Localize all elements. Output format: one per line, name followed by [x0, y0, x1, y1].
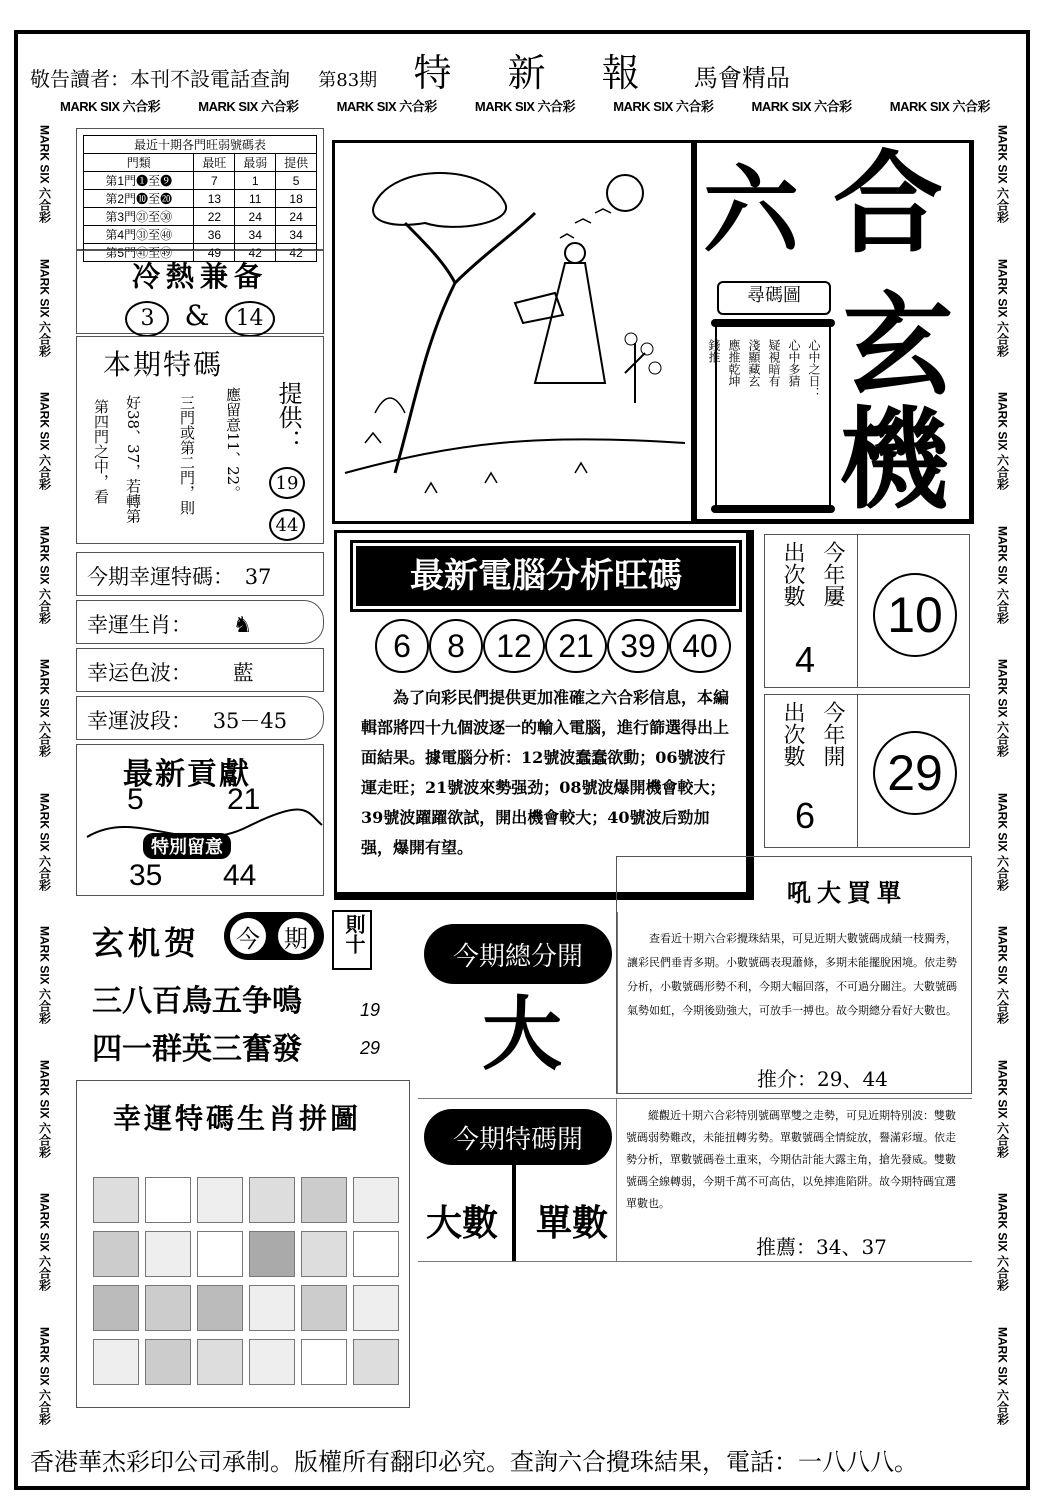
stats-count: 4 — [795, 639, 816, 680]
table-cell: 18 — [276, 190, 317, 208]
header-title: 特 新 報 — [413, 51, 662, 95]
puzzle-piece[interactable] — [353, 1177, 399, 1223]
table-header-row — [84, 154, 317, 172]
sage-illustration — [335, 143, 691, 521]
mark-six-label: MARK SIX 六合彩 — [995, 792, 1010, 891]
mark-six-label: MARK SIX 六合彩 — [995, 926, 1010, 1025]
liuhe-char: 機 — [839, 395, 949, 524]
puzzle-piece[interactable] — [145, 1285, 191, 1331]
mark-six-label: MARK SIX 六合彩 — [995, 1059, 1010, 1158]
contrib-title: 最新貢獻 — [123, 757, 251, 792]
mark-six-label: MARK SIX 六合彩 — [37, 1193, 52, 1292]
computer-number: 40 — [669, 619, 731, 673]
cold-hot-title: 冷熱兼备 — [131, 260, 268, 293]
special-number: 19 — [269, 467, 305, 499]
special-code-box — [76, 336, 324, 544]
ampersand: & — [184, 299, 210, 332]
table-cell: 1 — [235, 172, 276, 190]
mark-six-label: MARK SIX 六合彩 — [995, 1193, 1010, 1292]
contrib-note: 特別留意 — [143, 833, 231, 859]
lucky-code-value: 37 — [244, 565, 272, 589]
puzzle-piece[interactable] — [249, 1231, 295, 1277]
special-open-text: 縱觀近十期六合彩特別號碼單雙之走勢，可見近期特別波：雙數號碼弱勢難改，未能扭轉劣勢。單數號碼全情綻放，譽滿彩壇。依走勢分析，單數號碼卷土重來，今期估計能大露主角，搶先發威。雙數號碼全線轉弱，今期千萬不可高估，以免摔進陷阱。故今期特碼宜選單數也。 — [626, 1109, 956, 1210]
lucky-zodiac-box — [76, 600, 324, 644]
stats-label: 今年開 — [820, 701, 845, 767]
big-buy-recommend: 推介：29、44 — [757, 1067, 888, 1091]
mark-six-label: MARK SIX 六合彩 — [336, 99, 437, 114]
stats-count: 6 — [795, 795, 816, 836]
mark-six-label: MARK SIX 六合彩 — [995, 258, 1010, 357]
lucky-range-value: 35－45 — [212, 709, 288, 733]
table-cell: 11 — [235, 190, 276, 208]
table-cell: 13 — [194, 190, 235, 208]
contrib-number: 44 — [223, 859, 257, 892]
table-row — [84, 172, 317, 190]
mark-six-label: MARK SIX 六合彩 — [37, 392, 52, 491]
xuanji-tag: 今 — [228, 916, 268, 956]
table-cell: 7 — [194, 172, 235, 190]
table-header: 提供 — [276, 154, 317, 172]
puzzle-piece[interactable] — [301, 1177, 347, 1223]
puzzle-piece[interactable] — [249, 1339, 295, 1385]
puzzle-piece[interactable] — [301, 1285, 347, 1331]
mark-six-label: MARK SIX 六合彩 — [37, 926, 52, 1025]
total-score-pill: 今期總分開 — [424, 924, 612, 984]
table-cell: 42 — [235, 244, 276, 262]
mark-six-label: MARK SIX 六合彩 — [751, 99, 852, 114]
special-col2: 好38、37，若轉第 — [124, 395, 142, 524]
puzzle-box — [76, 1080, 410, 1408]
table-cell: 第4門㉛至㊵ — [84, 226, 194, 244]
footer: 香港華杰彩印公司承制。版權所有翻印必究。查詢六合攪珠結果，電話：一八八八。 — [30, 1448, 918, 1476]
xuanji-number: 19 — [360, 1000, 381, 1020]
scroll-rod — [711, 505, 835, 513]
header-brand: 馬會精品 — [693, 64, 790, 92]
total-score-char: 大 — [482, 987, 562, 1081]
header-issue: 第83期 — [318, 70, 378, 91]
contrib-number: 21 — [227, 783, 261, 816]
lucky-range-box — [76, 696, 324, 740]
liuhe-xuanji-box — [694, 140, 974, 524]
puzzle-piece[interactable] — [353, 1339, 399, 1385]
scroll-line: 疑視暗有 — [767, 339, 781, 387]
liuhe-char: 六 — [703, 154, 799, 267]
stats-divider — [857, 695, 858, 847]
special-col4: 應留意11、22。 — [224, 387, 242, 501]
computer-text: 為了向彩民們提供更加准確之六合彩信息，本編輯部將四十九個波逐一的輸入電腦，進行篩選得出上面結果。據電腦分析：12號波蠢蠢欲動；06號波行運走旺；21號波來勢强劲；08號波爆開機會較大；39號波躍躍欲試，開出機會較大；40號波后勁加强，爆開有望。 — [361, 688, 730, 857]
special-provide: 提供： — [274, 381, 302, 453]
puzzle-piece[interactable] — [353, 1285, 399, 1331]
contrib-number: 5 — [127, 783, 144, 816]
table-cell: 5 — [276, 172, 317, 190]
table-row — [84, 208, 317, 226]
liuhe-char: 玄 — [843, 281, 953, 410]
lucky-zodiac-label: 幸運生肖： — [87, 613, 192, 637]
computer-title: 最新電腦分析旺碼 — [353, 543, 739, 609]
table-cell: 24 — [276, 208, 317, 226]
stats-label: 出次數 — [780, 541, 805, 607]
table-cell: 34 — [235, 226, 276, 244]
scroll-line: 淺顯藏玄 — [747, 339, 761, 387]
xuanji-number: 29 — [360, 1038, 381, 1058]
mark-six-label: MARK SIX 六合彩 — [37, 1326, 52, 1425]
scroll-line: 心中之日： — [807, 339, 821, 399]
stats-box-2 — [764, 694, 970, 848]
computer-number: 12 — [483, 619, 545, 673]
special-open-vline — [616, 1099, 617, 1261]
table-row — [84, 226, 317, 244]
table-cell: 第3門㉑至㉚ — [84, 208, 194, 226]
mark-six-label: MARK SIX 六合彩 — [37, 659, 52, 758]
table-row — [84, 190, 317, 208]
big-buy-box — [616, 856, 972, 1094]
mark-six-col-left — [32, 125, 58, 1425]
puzzle-piece[interactable] — [353, 1231, 399, 1277]
mark-six-label: MARK SIX 六合彩 — [613, 99, 714, 114]
puzzle-piece[interactable] — [301, 1231, 347, 1277]
puzzle-piece[interactable] — [93, 1339, 139, 1385]
computer-number: 39 — [607, 619, 669, 673]
table-header: 最弱 — [235, 154, 276, 172]
computer-analysis-box — [334, 530, 754, 900]
special-open-a: 大數 — [426, 1202, 499, 1244]
puzzle-piece[interactable] — [145, 1177, 191, 1223]
xuanji-line1: 三八百鳥五争鳴 — [92, 984, 302, 1019]
xuanji-side: 則十 — [342, 914, 366, 954]
computer-number: 21 — [545, 619, 607, 673]
stats-label: 今年屢 — [820, 541, 845, 607]
liuhe-char: 合 — [833, 139, 943, 268]
computer-number: 6 — [375, 619, 429, 673]
special-open-recommend: 推薦：34、37 — [756, 1235, 887, 1259]
header-notice: 敬告讀者：本刊不設電話查詢 — [30, 67, 290, 91]
puzzle-piece[interactable] — [197, 1339, 243, 1385]
table-cell: 第2門❿至⓴ — [84, 190, 194, 208]
mark-six-label: MARK SIX 六合彩 — [995, 392, 1010, 491]
special-open-divider — [512, 1165, 516, 1261]
mark-six-label: MARK SIX 六合彩 — [37, 258, 52, 357]
puzzle-title: 幸運特碼生肖拼圖 — [113, 1102, 362, 1135]
puzzle-piece[interactable] — [93, 1177, 139, 1223]
computer-numbers — [375, 619, 731, 673]
computer-number: 8 — [429, 619, 483, 673]
lucky-code-box — [76, 552, 324, 596]
puzzle-piece[interactable] — [197, 1285, 243, 1331]
table-caption: 最近十期各門旺弱號碼表 — [83, 135, 317, 153]
puzzle-piece[interactable] — [93, 1285, 139, 1331]
cold-hot-numbers — [77, 299, 323, 337]
puzzle-piece[interactable] — [145, 1231, 191, 1277]
table-cell: 第1門❶至❾ — [84, 172, 194, 190]
scroll-line: 心中多猜 — [787, 339, 801, 387]
stats-number: 29 — [873, 731, 957, 815]
table-cell: 34 — [276, 226, 317, 244]
mark-six-label: MARK SIX 六合彩 — [37, 792, 52, 891]
puzzle-piece[interactable] — [145, 1339, 191, 1385]
stats-label: 出次數 — [780, 701, 805, 767]
scroll-text — [706, 339, 823, 399]
puzzle-piece[interactable] — [301, 1339, 347, 1385]
hot-weak-table — [83, 153, 317, 262]
mark-six-row-top — [60, 96, 990, 120]
puzzle-piece[interactable] — [197, 1177, 243, 1223]
table-cell: 22 — [194, 208, 235, 226]
puzzle-piece[interactable] — [249, 1177, 295, 1223]
mark-six-label: MARK SIX 六合彩 — [198, 99, 299, 114]
stats-number: 10 — [873, 573, 957, 657]
special-number: 44 — [269, 509, 305, 541]
lucky-color-box — [76, 648, 324, 692]
table-cell: 36 — [194, 226, 235, 244]
header — [30, 42, 870, 95]
xuanji-line2: 四一群英三奮發 — [92, 1032, 302, 1067]
mark-six-label: MARK SIX 六合彩 — [995, 659, 1010, 758]
special-open-b: 單數 — [536, 1202, 609, 1244]
scroll-rod — [711, 319, 835, 327]
cold-number: 3 — [125, 301, 169, 337]
special-open-pill: 今期特碼開 — [424, 1109, 612, 1165]
special-col3: 三門或第二門，則 — [178, 395, 196, 515]
puzzle-piece[interactable] — [249, 1285, 295, 1331]
lucky-code-label: 今期幸運特碼： — [87, 565, 234, 589]
table-cell: 49 — [194, 244, 235, 262]
mark-six-label: MARK SIX 六合彩 — [889, 99, 990, 114]
contrib-number: 35 — [129, 859, 163, 892]
illustration-box — [332, 140, 694, 524]
total-score-box — [418, 912, 618, 1094]
hot-number: 14 — [225, 301, 275, 337]
xuanji-tag: 期 — [276, 916, 316, 956]
puzzle-grid — [93, 1177, 397, 1385]
puzzle-piece[interactable] — [197, 1231, 243, 1277]
special-open-box — [418, 1098, 972, 1262]
lucky-color-value: 藍 — [232, 661, 254, 685]
seek-code-label: 尋碼圖 — [717, 281, 831, 315]
big-buy-title: 吼大買單 — [787, 878, 907, 907]
hot-weak-table-box — [76, 128, 324, 260]
mark-six-label: MARK SIX 六合彩 — [995, 1326, 1010, 1425]
special-col1: 第四門之中，看 — [92, 399, 110, 504]
zodiac-icon: ♞ — [232, 613, 253, 638]
mark-six-col-right — [990, 125, 1016, 1425]
table-cell: 第5門㊶至㊾ — [84, 244, 194, 262]
table-cell: 42 — [276, 244, 317, 262]
stats-divider — [857, 535, 858, 687]
table-cell: 24 — [235, 208, 276, 226]
contribution-box — [76, 744, 324, 896]
table-header: 最旺 — [194, 154, 235, 172]
big-buy-text: 查看近十期六合彩攪珠結果，可見近期大數號碼成績一枝獨秀，讓彩民們垂青多期。小數號碼表現蕭條，多期未能擺脫困境。依走勢分析，小數號碼形勢不利，今期大幅回落，不可過分關注。大數號碼氣勢如虹，今期後勁強大，可放手一搏也。故今期總分看好大數也。 — [627, 932, 957, 1017]
xuanji-box — [76, 904, 410, 1070]
lucky-range-label: 幸運波段： — [87, 709, 192, 733]
scroll — [707, 323, 831, 513]
xuanji-title: 玄机贺 — [92, 924, 201, 962]
scroll-line: 錢推 — [707, 339, 721, 363]
mark-six-label: MARK SIX 六合彩 — [37, 1059, 52, 1158]
stats-box-1 — [764, 534, 970, 688]
mark-six-label: MARK SIX 六合彩 — [60, 99, 161, 114]
mark-six-label: MARK SIX 六合彩 — [995, 525, 1010, 624]
lucky-color-label: 幸运色波： — [87, 661, 192, 685]
scroll-line: 應推乾坤 — [727, 339, 741, 387]
mark-six-label: MARK SIX 六合彩 — [37, 125, 52, 224]
mark-six-label: MARK SIX 六合彩 — [37, 525, 52, 624]
mark-six-label: MARK SIX 六合彩 — [474, 99, 576, 114]
puzzle-piece[interactable] — [93, 1231, 139, 1277]
special-title: 本期特碼 — [103, 348, 224, 381]
table-header: 門類 — [84, 154, 194, 172]
mark-six-label: MARK SIX 六合彩 — [995, 125, 1010, 224]
cold-hot-box — [76, 250, 324, 334]
